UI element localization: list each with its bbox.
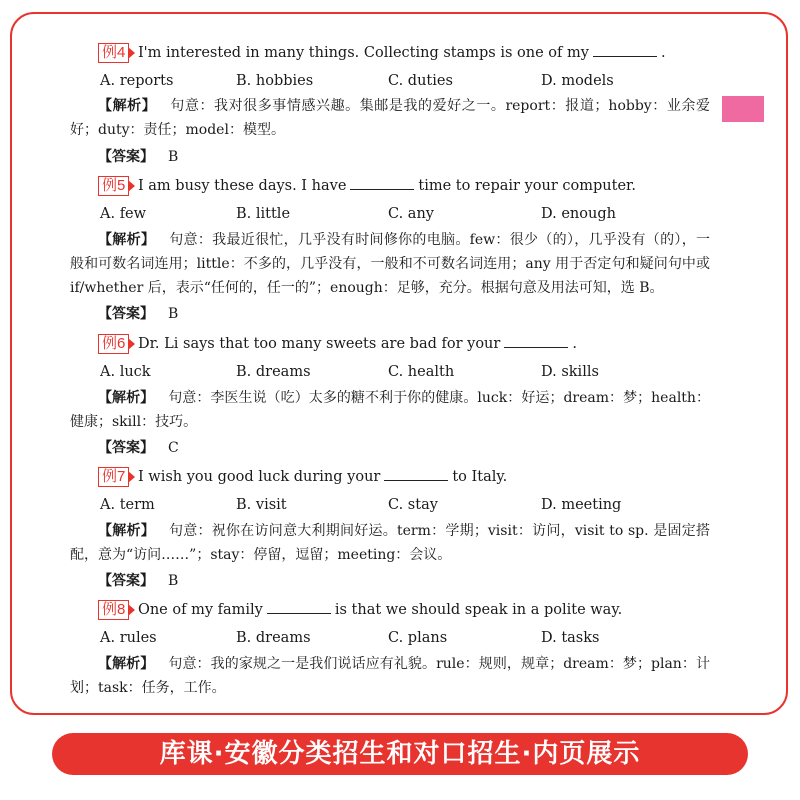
option-b: B. little: [236, 206, 291, 222]
answer-value: C: [168, 440, 179, 456]
question-8: [98, 599, 800, 621]
example-label: 例5: [98, 176, 129, 196]
answer-value: B: [168, 149, 179, 165]
question-text-end: .: [572, 336, 577, 352]
analysis-block: [70, 386, 710, 434]
answer-value: B: [168, 573, 179, 589]
example-label: 例7: [98, 467, 129, 487]
option-d: D. models: [541, 73, 614, 89]
answer-tag: 【答案】: [98, 440, 154, 456]
question-text-end: to Italy.: [452, 469, 508, 485]
question-text: I wish you good luck during your: [137, 469, 381, 485]
analysis-text: 句意：祝你在访问意大利期间好运。term：学期；visit：访问，visit to sp. 是固定搭配，意为“访问……”；stay：停留，逗留；meeting：会议。: [70, 523, 711, 563]
option-a: A. rules: [100, 630, 157, 646]
question-text: I am busy these days. I have: [137, 178, 347, 194]
answer-line: [98, 570, 178, 590]
analysis-tag: 【解析】: [98, 523, 156, 539]
analysis-text: 句意：我的家规之一是我们说话应有礼貌。rule：规则，规章；dream：梦；plan：计划；task：任务，工作。: [70, 656, 711, 696]
option-a: A. term: [100, 497, 155, 513]
analysis-tag: 【解析】: [98, 390, 155, 406]
answer-line: [98, 437, 179, 457]
answer-tag: 【答案】: [98, 306, 154, 322]
analysis-text: 句意：我对很多事情感兴趣。集邮是我的爱好之一。report：报道；hobby：业余爱好；duty：责任；model：模型。: [70, 98, 711, 138]
option-a: A. luck: [100, 364, 151, 380]
option-c: C. plans: [388, 630, 448, 646]
answer-line: [98, 303, 178, 323]
option-b: B. hobbies: [236, 73, 314, 89]
question-text-end: .: [660, 45, 666, 61]
question-6: [98, 333, 800, 355]
option-c: C. stay: [388, 497, 438, 513]
option-a: A. reports: [100, 73, 174, 89]
option-d: D. meeting: [541, 497, 622, 513]
option-c: C. any: [388, 206, 434, 222]
answer-tag: 【答案】: [98, 573, 154, 589]
answer-blank: [267, 600, 331, 614]
analysis-text: 句意：我最近很忙，几乎没有时间修你的电脑。few：很少（的），几乎没有（的），一般和可数名词连用；little：不多的，几乎没有，一般和不可数名词连用；any 用于否定句和疑问句中或 if/whether 后，表示“任何的，任一的”；enough：足够，充分。根据句意及用法可知，选 B。: [70, 232, 711, 296]
answer-tag: 【答案】: [98, 149, 154, 165]
example-label: 例6: [98, 334, 129, 354]
analysis-block: [70, 519, 710, 567]
analysis-block: [70, 94, 710, 142]
option-b: B. dreams: [236, 630, 311, 646]
answer-blank: [504, 334, 568, 348]
analysis-block: [70, 652, 710, 700]
analysis-tag: 【解析】: [98, 98, 157, 114]
option-c: C. health: [388, 364, 455, 380]
question-7: [98, 466, 800, 488]
question-5: [98, 175, 800, 197]
question-text-end: time to repair your computer.: [418, 178, 636, 194]
answer-blank: [350, 176, 414, 190]
analysis-text: 句意：李医生说（吃）太多的糖不利于你的健康。luck：好运；dream：梦；health：健康；skill：技巧。: [70, 390, 710, 430]
question-text: Dr. Li says that too many sweets are bad for your: [137, 336, 501, 352]
analysis-block: [70, 228, 710, 300]
question-text: I'm interested in many things. Collecting stamps is one of my: [137, 45, 589, 61]
option-b: B. visit: [236, 497, 287, 513]
option-d: D. skills: [541, 364, 599, 380]
option-b: B. dreams: [236, 364, 311, 380]
question-text: One of my family: [137, 602, 263, 618]
question-4: [98, 42, 800, 64]
option-d: D. tasks: [541, 630, 600, 646]
answer-value: B: [168, 306, 179, 322]
example-label: 例8: [98, 600, 129, 620]
option-d: D. enough: [541, 206, 616, 222]
example-label: 例4: [98, 43, 129, 63]
analysis-tag: 【解析】: [98, 656, 155, 672]
answer-blank: [593, 43, 657, 57]
question-text-end: is that we should speak in a polite way.: [334, 602, 623, 618]
promo-banner: 库课·安徽分类招生和对口招生·内页展示: [52, 733, 748, 775]
answer-blank: [384, 467, 448, 481]
analysis-tag: 【解析】: [98, 232, 156, 248]
side-tab-marker: [722, 96, 764, 122]
answer-line: [98, 146, 178, 166]
option-c: C. duties: [388, 73, 453, 89]
option-a: A. few: [100, 206, 147, 222]
